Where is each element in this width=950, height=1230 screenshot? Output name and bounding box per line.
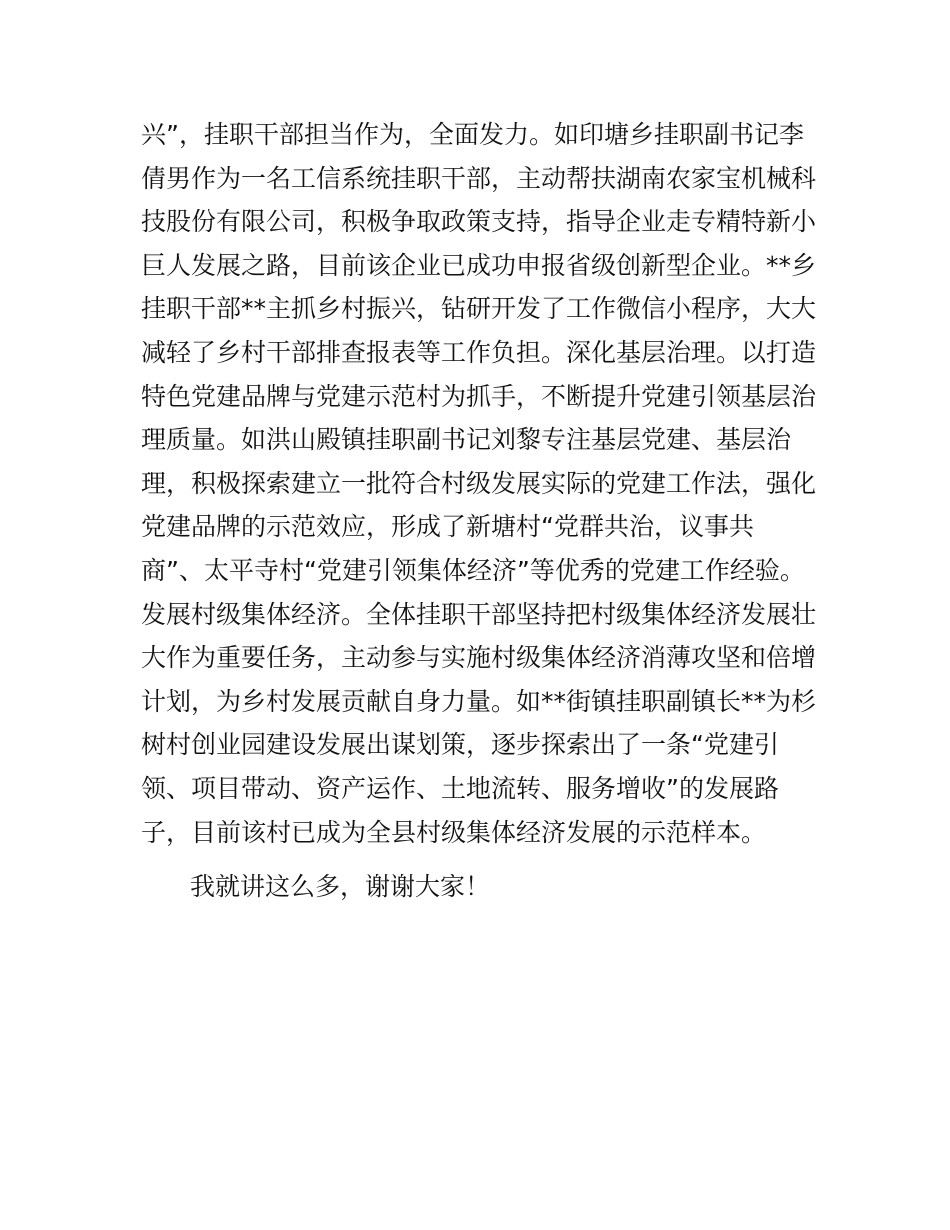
paragraph-line: 党建品牌的示范效应，形成了新塘村“党群共治，议事共	[141, 512, 754, 542]
paragraph-line: 技股份有限公司，积极争取政策支持，指导企业走专精特新小	[141, 207, 817, 237]
paragraph-line: 商”、太平寺村“党建引领集体经济”等优秀的党建工作经验。	[141, 555, 805, 585]
paragraph-line: 理，积极探索建立一批符合村级发展实际的党建工作法，强化	[141, 468, 817, 498]
paragraph-line: 挂职干部**主抓乡村振兴，钻研开发了工作微信小程序，大大	[141, 294, 817, 324]
paragraph-line: 巨人发展之路，目前该企业已成功申报省级创新型企业。**乡	[141, 250, 817, 280]
paragraph-line: 特色党建品牌与党建示范村为抓手，不断提升党建引领基层治	[141, 381, 817, 411]
paragraph-line: 子，目前该村已成为全县村级集体经济发展的示范样本。	[141, 817, 767, 847]
paragraph-line: 大作为重要任务，主动参与实施村级集体经济消薄攻坚和倍增	[141, 643, 817, 673]
body-paragraph	[141, 113, 821, 854]
paragraph-line: 兴”，挂职干部担当作为，全面发力。如印塘乡挂职副书记李	[141, 120, 804, 149]
paragraph-line: 发展村级集体经济。全体挂职干部坚持把村级集体经济发展壮	[141, 599, 817, 629]
paragraph-line: 倩男作为一名工信系统挂职干部，主动帮扶湖南农家宝机械科	[141, 163, 817, 193]
paragraph-line: 计划，为乡村发展贡献自身力量。如**街镇挂职副镇长**为杉	[141, 686, 817, 716]
closing-remark: 我就讲这么多，谢谢大家！	[190, 872, 491, 901]
paragraph-line: 减轻了乡村干部排查报表等工作负担。深化基层治理。以打造	[141, 337, 817, 367]
paragraph-line: 理质量。如洪山殿镇挂职副书记刘黎专注基层党建、基层治	[141, 425, 792, 455]
paragraph-line: 树村创业园建设发展出谋划策，逐步探索出了一条“党建引	[141, 730, 779, 760]
paragraph-line: 领、项目带动、资产运作、土地流转、服务增收”的发展路	[141, 773, 779, 803]
